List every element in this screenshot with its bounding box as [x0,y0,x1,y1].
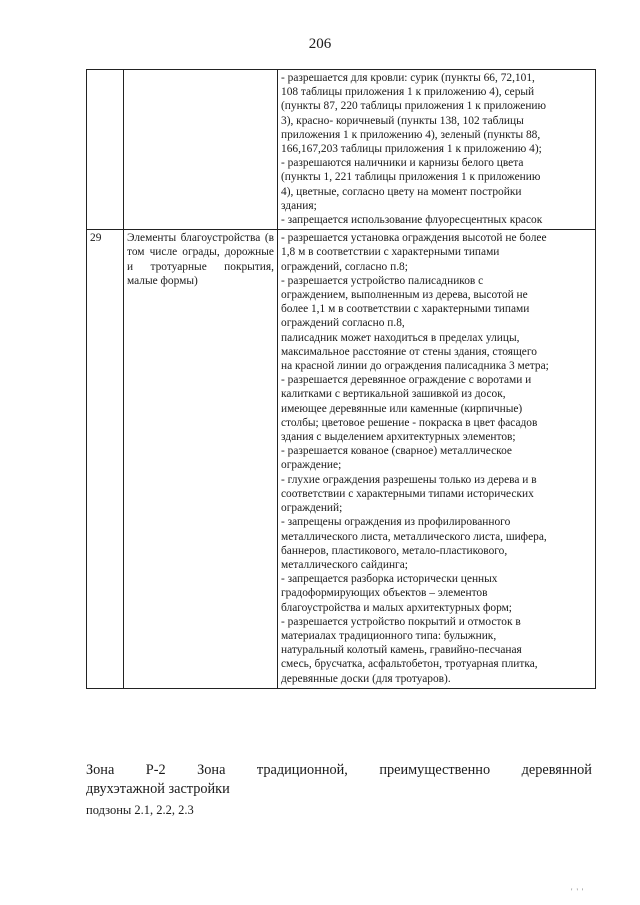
zone-heading-word: Зона [197,762,226,778]
requirement-line: - глухие ограждения разрешены только из дерева и в [281,473,537,486]
requirement-line: 1,8 м в соответствии с характерными типами [281,246,500,259]
element-cell: Элементы благоустройства (в том числе ограды, дорожные и тротуарные покрытия, малые формы) [124,230,278,689]
zone-heading-word: Зона [86,762,115,778]
requirement-line: градоформирующих объектов – элементов [281,587,488,600]
requirement-line: 3), красно- коричневый (пункты 138, 102 таблицы [281,114,524,127]
requirement-line: натуральный колотый камень, гравийно-песчаная [281,644,522,657]
requirement-line: - разрешается кованое (сварное) металлическое [281,445,512,458]
requirement-line: ограждений, согласно п.8; [281,260,408,273]
requirement-line: (пункты 1, 221 таблицы приложения 1 к приложению [281,171,541,184]
requirement-line: ограждением, выполненным из дерева, высотой не [281,289,528,302]
requirement-line: - разрешаются наличники и карнизы белого цвета [281,157,524,170]
row-number-cell: 29 [87,230,124,689]
requirement-line: - разрешается установка ограждения высотой не более [281,232,547,245]
requirement-line: имеющее деревянные или каменные (кирпичные) [281,402,523,415]
requirement-line: 4), цветные, согласно цвету на момент постройки [281,185,522,198]
regulations-table [86,69,596,689]
table-row [87,70,596,230]
requirement-line: палисадник может находиться в пределах улицы, [281,331,520,344]
requirement-line: здания с выделением архитектурных элементов; [281,431,516,444]
zone-heading-line-2: двухэтажной застройки [86,781,230,797]
zone-heading-word: деревянной [521,762,592,778]
requirement-line: - разрешается для кровли: сурик (пункты 66, 72,101, [281,72,535,84]
requirement-line: 108 таблицы приложения 1 к приложению 4), серый [281,86,535,99]
requirement-line: - запрещены ограждения из профилированного [281,516,511,529]
requirement-line: - запрещается разборка исторически ценных [281,573,498,586]
requirement-line: (пункты 87, 220 таблицы приложения 1 к приложению [281,100,547,113]
zone-heading-word: преимущественно [379,762,491,778]
requirement-line: на красной линии до ограждения палисадника 3 метра; [281,360,549,373]
zone-heading-word: традиционной, [256,762,348,778]
requirement-line: - разрешается устройство палисадников с [281,274,484,287]
requirement-line: здания; [281,199,317,212]
requirement-line: максимальное расстояние от стены здания, стоящего [281,345,537,358]
requirement-line: ограждений согласно п.8, [281,317,405,330]
requirement-line: калитками с вертикальной зашивкой из досок, [281,388,506,401]
requirement-line: благоустройства и малых архитектурных форм; [281,601,512,614]
table-row [87,230,596,689]
requirement-line: более 1,1 м в соответствии с характерными типами [281,303,530,316]
requirement-line: - запрещается использование флуоресцентных красок [281,214,543,227]
page-number: 206 [308,36,332,52]
element-cell [124,70,278,230]
requirement-line: ограждение; [281,459,342,472]
requirement-line: деревянные доски (для тротуаров). [281,672,451,685]
zone-heading-word: Р-2 [145,762,166,778]
requirement-line: металлического сайдинга; [281,558,408,571]
requirements-cell [278,230,596,689]
requirement-line: материалах традиционного типа: булыжник, [281,629,497,642]
requirement-line: ограждений; [281,502,343,515]
requirement-line: металлического листа, металлического листа, шифера, [281,530,547,543]
requirement-line: столбы; цветовое решение - покраска в цвет фасадов [281,416,538,429]
requirement-line: приложения 1 к приложению 4), зеленый (пункты 88, [281,128,541,141]
row-number-cell [87,70,124,230]
requirement-line: - разрешается устройство покрытий и отмосток в [281,615,521,628]
requirement-line: смесь, брусчатка, асфальтобетон, тротуарная плитка, [281,658,538,671]
zone-heading [86,761,592,799]
scan-mark: ' ' ' [571,887,585,896]
subzones-label: подзоны 2.1, 2.2, 2.3 [86,803,194,817]
requirement-line: баннеров, пластикового, метало-пластикового, [281,544,508,557]
requirements-cell [278,70,596,230]
zone-heading-line-1 [86,761,592,780]
requirement-line: 166,167,203 таблицы приложения 1 к приложению 4); [281,143,542,156]
requirement-line: - разрешается деревянное ограждение с воротами и [281,374,532,387]
requirement-line: соответствии с характерными типами исторических [281,487,534,500]
